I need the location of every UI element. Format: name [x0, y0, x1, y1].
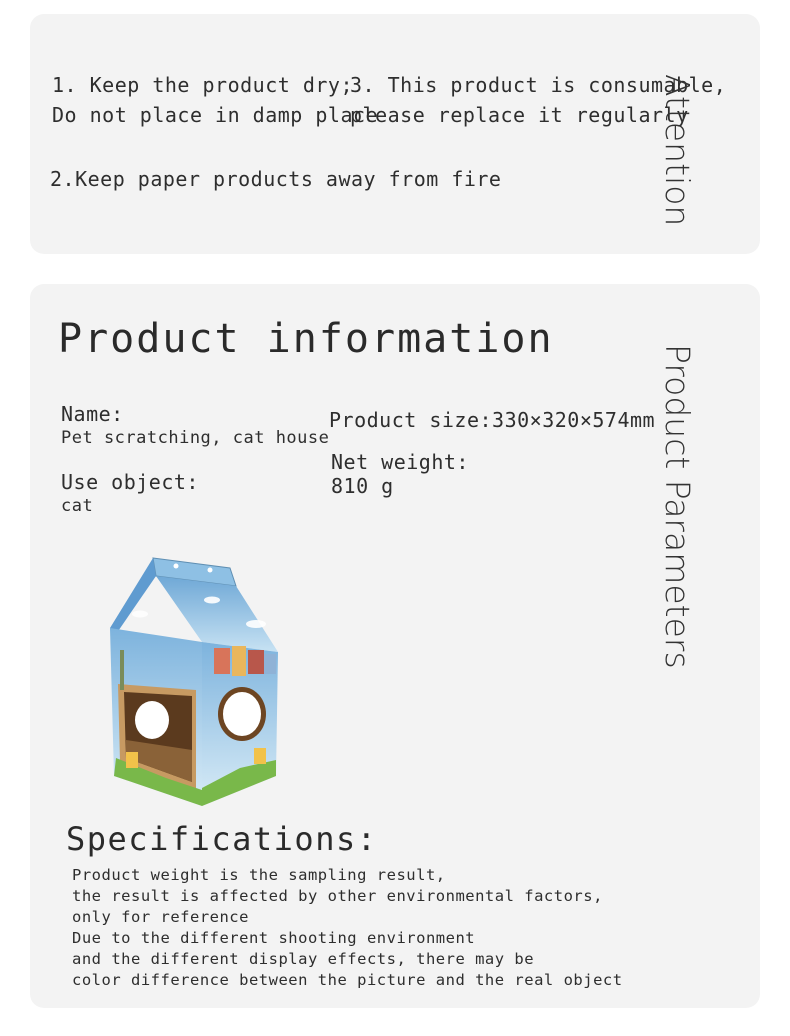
product-parameters-heading: Product Parameters — [658, 344, 697, 669]
spec-line: only for reference — [72, 908, 249, 926]
spec-line: color difference between the picture and the real object — [72, 971, 623, 989]
net-weight-label: Net weight: — [331, 450, 469, 474]
product-size — [329, 408, 655, 432]
spec-line: Product weight is the sampling result, — [72, 866, 446, 884]
specifications-title: Specifications: — [66, 820, 378, 858]
attention-item-2: 2.Keep paper products away from fire — [50, 167, 502, 191]
specifications-text — [72, 865, 623, 991]
attention-item-3-line-2: please replace it regularly — [350, 103, 689, 127]
spec-line: Due to the different shooting environment — [72, 929, 476, 947]
spec-line: and the different display effects, there may be — [72, 950, 535, 968]
use-object-label: Use object: — [61, 470, 199, 494]
attention-heading: Attention — [658, 74, 697, 227]
attention-item-1-line-2: Do not place in damp place — [52, 103, 379, 127]
net-weight-value: 810 g — [331, 474, 394, 498]
product-size-label: Product size: — [329, 408, 493, 432]
attention-item-1 — [52, 70, 378, 130]
product-info-title: Product information — [58, 316, 554, 362]
attention-card — [30, 14, 760, 254]
attention-item-1-line-1: 1. Keep the product dry; — [52, 73, 353, 97]
product-size-value: 330×320×574mm — [492, 408, 656, 432]
name-value: Pet scratching, cat house — [61, 428, 330, 448]
name-label: Name: — [61, 402, 124, 426]
attention-item-3-line-1: 3. This product is consumable, — [350, 73, 727, 97]
use-object-value: cat — [61, 496, 94, 516]
spec-line: the result is affected by other environmental factors, — [72, 887, 603, 905]
product-card — [30, 284, 760, 1008]
cat-house-image — [106, 554, 288, 812]
